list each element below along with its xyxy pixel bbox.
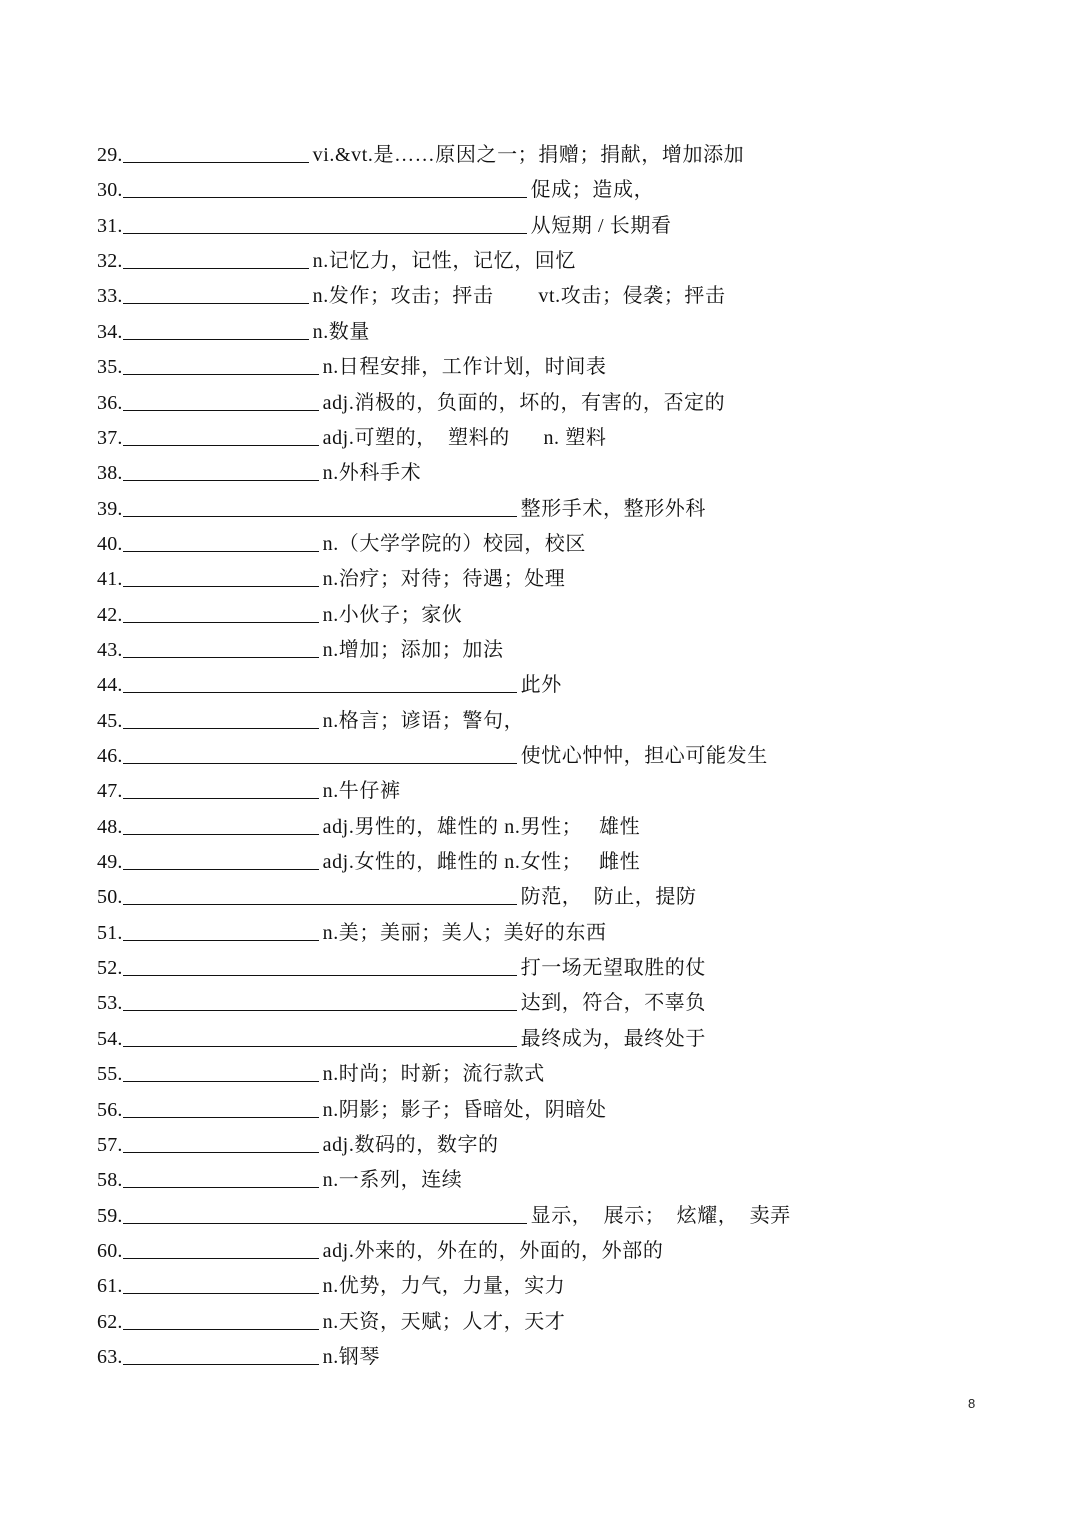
vocab-entry <box>97 348 607 378</box>
entry-number: 32. <box>97 250 123 273</box>
answer-blank[interactable] <box>123 586 319 587</box>
vocab-entry <box>97 737 768 767</box>
vocab-entry <box>97 560 565 590</box>
vocab-entry <box>97 984 706 1014</box>
answer-blank[interactable] <box>123 692 517 693</box>
entry-number: 57. <box>97 1133 123 1156</box>
answer-blank[interactable] <box>123 1364 319 1365</box>
entry-number: 46. <box>97 745 123 767</box>
vocab-entry <box>97 631 504 661</box>
entry-definition: adj.男性的，雄性的 n.男性； 雄性 <box>322 815 641 838</box>
answer-blank[interactable] <box>123 1117 319 1118</box>
answer-blank[interactable] <box>123 728 319 729</box>
answer-blank[interactable] <box>123 869 319 870</box>
entry-number: 52. <box>97 957 123 980</box>
vocab-entry <box>97 171 654 201</box>
answer-blank[interactable] <box>123 657 319 658</box>
entry-number: 55. <box>97 1063 123 1086</box>
vocab-entry <box>97 1161 462 1191</box>
answer-blank[interactable] <box>123 1152 319 1153</box>
vocab-entry <box>97 843 640 873</box>
answer-blank[interactable] <box>123 1187 319 1188</box>
vocab-entry <box>97 914 607 944</box>
vocab-entry <box>97 419 606 449</box>
answer-blank[interactable] <box>123 1223 527 1224</box>
vocab-entry <box>97 313 370 343</box>
entry-number: 56. <box>97 1098 123 1121</box>
answer-blank[interactable] <box>123 798 319 799</box>
entry-definition: n.一系列，连续 <box>322 1169 463 1192</box>
entry-definition: 使忧心忡忡，担心可能发生 <box>520 745 768 767</box>
entry-definition: n.小伙子；家伙 <box>322 603 463 626</box>
answer-blank[interactable] <box>123 374 319 375</box>
vocab-entry <box>97 702 524 732</box>
answer-blank[interactable] <box>123 1258 319 1259</box>
entry-number: 39. <box>97 497 123 520</box>
entry-number: 29. <box>97 144 123 166</box>
answer-blank[interactable] <box>123 834 319 835</box>
entry-definition: 促成；造成， <box>530 179 655 202</box>
vocab-entry <box>97 1303 565 1333</box>
entry-definition: 整形手术，整形外科 <box>520 497 707 520</box>
entry-definition: n.增加；添加；加法 <box>322 638 504 661</box>
entry-definition: 防范， 防止，提防 <box>520 886 697 909</box>
entry-number: 51. <box>97 921 123 944</box>
entry-definition: n.日程安排，工作计划，时间表 <box>322 356 607 379</box>
entry-number: 40. <box>97 532 123 555</box>
entry-definition: 最终成为，最终处于 <box>520 1027 707 1050</box>
entry-number: 31. <box>97 214 123 237</box>
vocab-entry <box>97 454 421 484</box>
entry-definition: n.天资，天赋；人才，天才 <box>322 1310 566 1333</box>
vocab-entry <box>97 1126 499 1156</box>
entry-definition: n.优势，力气，力量，实力 <box>322 1275 566 1298</box>
vocab-entry <box>97 1197 791 1227</box>
answer-blank[interactable] <box>123 516 517 517</box>
entry-number: 63. <box>97 1345 123 1368</box>
entry-number: 42. <box>97 603 123 626</box>
answer-blank[interactable] <box>123 1010 517 1011</box>
answer-blank[interactable] <box>123 233 527 234</box>
vocab-entry <box>97 1055 545 1085</box>
answer-blank[interactable] <box>123 162 309 163</box>
vocab-entry <box>97 490 706 520</box>
entry-number: 61. <box>97 1275 123 1298</box>
entry-number: 41. <box>97 568 123 591</box>
entry-definition: adj.可塑的， 塑料的 n. 塑料 <box>322 426 607 449</box>
answer-blank[interactable] <box>123 197 527 198</box>
vocab-entry <box>97 1267 565 1297</box>
answer-blank[interactable] <box>123 480 319 481</box>
answer-blank[interactable] <box>123 268 309 269</box>
entry-definition: 此外 <box>520 674 562 697</box>
answer-blank[interactable] <box>123 303 309 304</box>
entry-definition: n.时尚；时新；流行款式 <box>322 1063 545 1086</box>
entry-number: 49. <box>97 851 123 873</box>
vocab-entry <box>97 525 586 555</box>
answer-blank[interactable] <box>123 1046 517 1047</box>
entry-definition: 达到，符合，不辜负 <box>520 992 707 1015</box>
entry-number: 36. <box>97 391 123 414</box>
page-number: 8 <box>968 1396 976 1411</box>
entry-definition: n.外科手术 <box>322 462 422 485</box>
vocab-entry <box>97 949 706 979</box>
vocab-entry <box>97 384 725 414</box>
entry-number: 44. <box>97 674 123 697</box>
vocab-entry <box>97 1232 663 1262</box>
entry-number: 43. <box>97 638 123 661</box>
vocab-entry <box>97 207 672 237</box>
entry-number: 60. <box>97 1239 123 1262</box>
entry-definition: adj.消极的，负面的，坏的，有害的，否定的 <box>322 391 726 414</box>
answer-blank[interactable] <box>123 339 309 340</box>
vocab-entry <box>97 1020 706 1050</box>
vocab-entry <box>97 242 576 272</box>
entry-number: 33. <box>97 285 123 308</box>
entry-definition: 从短期 / 长期看 <box>530 214 672 237</box>
answer-blank[interactable] <box>123 975 517 976</box>
entry-number: 35. <box>97 356 123 379</box>
vocab-entry <box>97 277 726 307</box>
entry-definition: vi.&vt.是……原因之一；捐赠；捐献，增加添加 <box>312 144 745 166</box>
entry-definition: adj.外来的，外在的，外面的，外部的 <box>322 1239 664 1262</box>
entry-definition: n.数量 <box>312 320 371 343</box>
entry-definition: n.治疗；对待；待遇；处理 <box>322 568 566 591</box>
entry-number: 34. <box>97 320 123 343</box>
entry-number: 59. <box>97 1204 123 1227</box>
entry-number: 54. <box>97 1027 123 1050</box>
entry-definition: n.牛仔裤 <box>322 780 401 803</box>
vocab-entry <box>97 772 401 802</box>
entry-number: 50. <box>97 886 123 909</box>
entry-definition: n.记忆力，记性，记忆，回忆 <box>312 250 577 273</box>
entry-number: 38. <box>97 462 123 485</box>
vocab-entry <box>97 666 562 696</box>
answer-blank[interactable] <box>123 763 517 764</box>
vocab-entry <box>97 878 697 908</box>
entry-number: 53. <box>97 992 123 1015</box>
answer-blank[interactable] <box>123 940 319 941</box>
entry-definition: adj.数码的，数字的 <box>322 1133 499 1156</box>
entry-number: 45. <box>97 709 123 732</box>
entry-definition: n.钢琴 <box>322 1345 381 1368</box>
answer-blank[interactable] <box>123 445 319 446</box>
entry-definition: n.发作；攻击；抨击 vt.攻击；侵袭；抨击 <box>312 285 726 308</box>
entry-definition: 打一场无望取胜的仗 <box>520 957 707 980</box>
vocab-entry <box>97 596 462 626</box>
answer-blank[interactable] <box>123 1329 319 1330</box>
vocab-entry <box>97 136 744 166</box>
answer-blank[interactable] <box>123 904 517 905</box>
entry-definition: adj.女性的，雌性的 n.女性； 雌性 <box>322 851 641 873</box>
entry-number: 47. <box>97 780 123 803</box>
answer-blank[interactable] <box>123 1081 319 1082</box>
vocab-entry <box>97 1338 380 1368</box>
entry-number: 48. <box>97 815 123 838</box>
vocab-entry <box>97 808 640 838</box>
entry-definition: n.（大学学院的）校园，校区 <box>322 532 587 555</box>
entry-number: 62. <box>97 1310 123 1333</box>
entry-number: 58. <box>97 1169 123 1192</box>
answer-blank[interactable] <box>123 1293 319 1294</box>
entry-number: 30. <box>97 179 123 202</box>
entry-number: 37. <box>97 426 123 449</box>
entry-definition: n.格言；谚语；警句， <box>322 709 525 732</box>
entry-definition: n.阴影；影子；昏暗处，阴暗处 <box>322 1098 607 1121</box>
answer-blank[interactable] <box>123 551 319 552</box>
vocab-entry <box>97 1091 607 1121</box>
answer-blank[interactable] <box>123 410 319 411</box>
answer-blank[interactable] <box>123 622 319 623</box>
entry-definition: 显示， 展示； 炫耀， 卖弄 <box>530 1204 791 1227</box>
entry-definition: n.美；美丽；美人；美好的东西 <box>322 921 607 944</box>
